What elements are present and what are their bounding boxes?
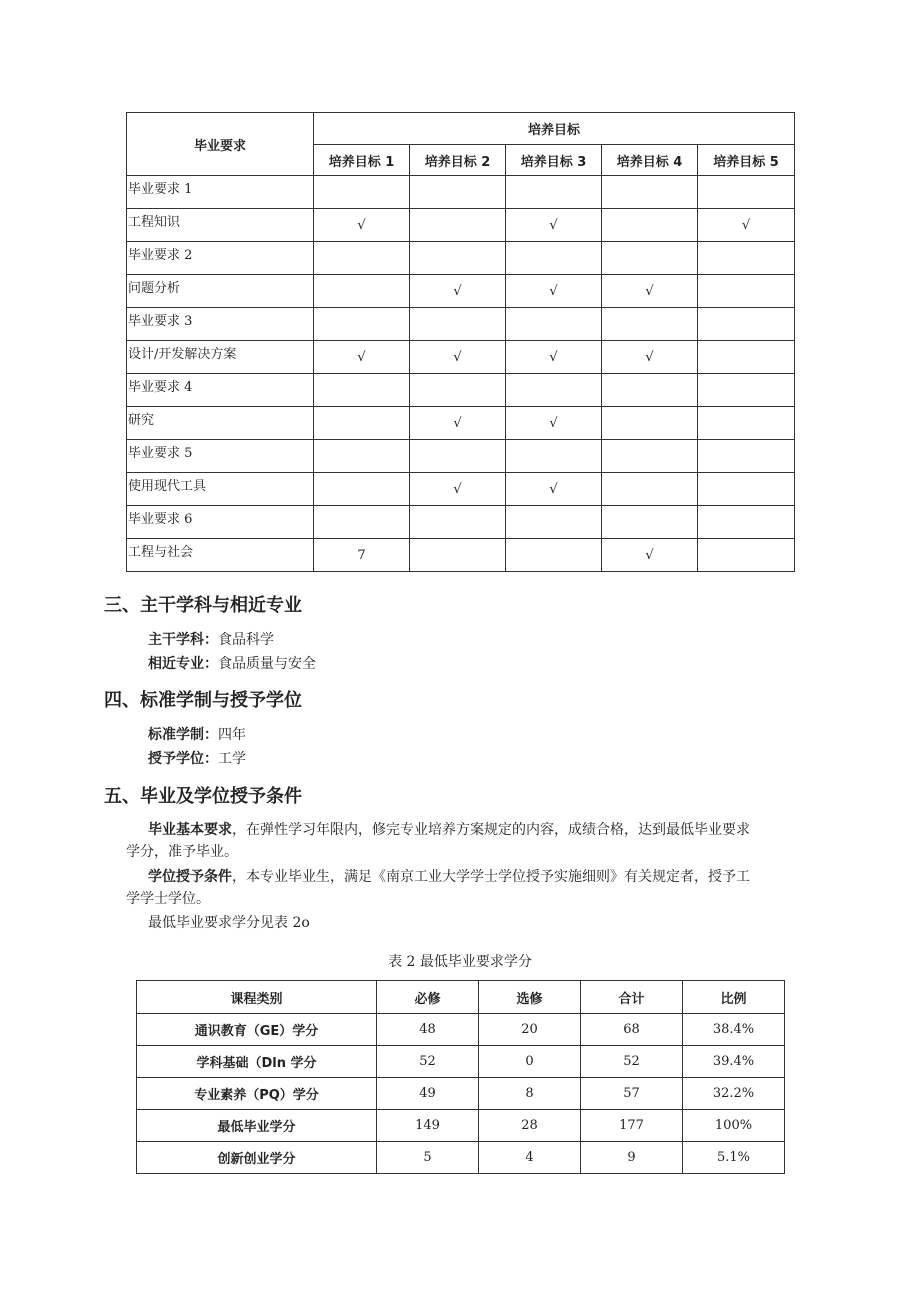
degree-condition-text-cont: 学学士学位。 (126, 891, 210, 907)
table-cell (698, 242, 795, 275)
goal-header: 培养目标 5 (698, 145, 795, 176)
graduation-requirement-paragraph (126, 819, 796, 863)
row-label: 工程与社会 (127, 539, 314, 572)
category-cell: 创新创业学分 (137, 1142, 377, 1174)
row-label: 设计/开发解决方案 (127, 341, 314, 374)
table-cell: 57 (581, 1078, 683, 1110)
table-cell (410, 209, 506, 242)
degree-label: 授予学位： (148, 751, 218, 767)
category-cell: 专业素养（PQ）学分 (137, 1078, 377, 1110)
table-row (127, 209, 795, 242)
credits-reference-text: 最低毕业要求学分见表 2o (148, 915, 310, 931)
table-cell (410, 242, 506, 275)
related-major-value: 食品质量与安全 (218, 656, 316, 672)
table-cell: √ (410, 407, 506, 440)
table-cell (602, 473, 698, 506)
table-cell: √ (314, 341, 410, 374)
table-cell: 100% (683, 1110, 785, 1142)
goal-header: 培养目标 4 (602, 145, 698, 176)
table-cell: √ (506, 407, 602, 440)
table-cell: √ (506, 275, 602, 308)
table-cell (698, 176, 795, 209)
table-cell (506, 539, 602, 572)
table-cell (506, 374, 602, 407)
table-cell (506, 176, 602, 209)
table-cell (314, 242, 410, 275)
table-cell: √ (314, 209, 410, 242)
table-cell (314, 374, 410, 407)
column-header: 比例 (683, 981, 785, 1014)
graduation-requirement-term: 毕业基本要求 (148, 822, 232, 838)
table-cell (410, 539, 506, 572)
table-cell: √ (506, 341, 602, 374)
table-cell (602, 242, 698, 275)
degree-line (148, 748, 246, 768)
degree-condition-text: ，本专业毕业生，满足《南京工业大学学士学位授予实施细则》有关规定者，授予工 (232, 869, 750, 885)
section3-title: 三、主干学科与相近专业 (104, 595, 302, 616)
category-cell: 通识教育（GE）学分 (137, 1014, 377, 1046)
table-cell: 49 (377, 1078, 479, 1110)
table-cell (410, 308, 506, 341)
table-cell: 0 (479, 1046, 581, 1078)
row-label: 毕业要求 3 (127, 308, 314, 341)
corner-header: 毕业要求 (127, 113, 314, 176)
table-cell: 28 (479, 1110, 581, 1142)
table-cell (698, 407, 795, 440)
goal-header: 培养目标 1 (314, 145, 410, 176)
table-cell: 48 (377, 1014, 479, 1046)
table-cell (314, 176, 410, 209)
row-label: 问题分析 (127, 275, 314, 308)
main-discipline-line (148, 629, 274, 649)
table-cell (410, 374, 506, 407)
table-cell: 32.2% (683, 1078, 785, 1110)
row-label: 工程知识 (127, 209, 314, 242)
table-row (127, 506, 795, 539)
graduation-requirement-text: ，在弹性学习年限内，修完专业培养方案规定的内容，成绩合格，达到最低毕业要求 (232, 822, 750, 838)
table-cell: √ (698, 209, 795, 242)
row-label: 毕业要求 2 (127, 242, 314, 275)
table-cell: √ (410, 275, 506, 308)
table-cell: √ (506, 209, 602, 242)
table-cell: 52 (377, 1046, 479, 1078)
table-cell (506, 506, 602, 539)
table-row (137, 1110, 785, 1142)
table-cell: 5.1% (683, 1142, 785, 1174)
table-row (127, 473, 795, 506)
goals-requirements-table (126, 112, 795, 572)
table-cell (314, 440, 410, 473)
table-cell: √ (602, 275, 698, 308)
table-row (137, 1142, 785, 1174)
table-row (127, 374, 795, 407)
table-cell (602, 308, 698, 341)
table-cell (410, 506, 506, 539)
table-cell: 52 (581, 1046, 683, 1078)
duration-value: 四年 (218, 727, 246, 743)
table-cell: √ (410, 341, 506, 374)
table-cell: 7 (314, 539, 410, 572)
table-cell (314, 506, 410, 539)
table-cell (698, 374, 795, 407)
category-cell: 最低毕业学分 (137, 1110, 377, 1142)
table-cell (602, 176, 698, 209)
table-cell (314, 473, 410, 506)
table-row (127, 176, 795, 209)
row-label: 毕业要求 4 (127, 374, 314, 407)
duration-label: 标准学制： (148, 727, 218, 743)
table-cell (314, 275, 410, 308)
table-cell (602, 506, 698, 539)
table-cell (602, 209, 698, 242)
table-cell (410, 176, 506, 209)
table-cell: √ (602, 341, 698, 374)
related-major-line (148, 653, 316, 673)
table-row (127, 539, 795, 572)
table-cell: 9 (581, 1142, 683, 1174)
table-row (137, 1078, 785, 1110)
table-cell: 39.4% (683, 1046, 785, 1078)
section4-title: 四、标准学制与授予学位 (104, 690, 302, 711)
min-credits-table (136, 980, 785, 1174)
row-label: 毕业要求 5 (127, 440, 314, 473)
table-cell: 177 (581, 1110, 683, 1142)
row-label: 研究 (127, 407, 314, 440)
table-row (137, 1014, 785, 1046)
table-cell: √ (506, 473, 602, 506)
table-cell: √ (602, 539, 698, 572)
table-cell (602, 440, 698, 473)
table-cell (698, 440, 795, 473)
table-cell (602, 407, 698, 440)
row-label: 毕业要求 6 (127, 506, 314, 539)
table2-caption: 表 2 最低毕业要求学分 (388, 954, 532, 970)
degree-condition-paragraph (126, 866, 796, 910)
table-cell: 68 (581, 1014, 683, 1046)
section5-title: 五、毕业及学位授予条件 (104, 786, 302, 807)
graduation-requirement-text-cont: 学分，准予毕业。 (126, 844, 238, 860)
table-cell (698, 506, 795, 539)
table-row (127, 341, 795, 374)
table-cell: 149 (377, 1110, 479, 1142)
table-cell (314, 407, 410, 440)
degree-value: 工学 (218, 751, 246, 767)
table-row (127, 275, 795, 308)
row-label: 毕业要求 1 (127, 176, 314, 209)
column-header: 必修 (377, 981, 479, 1014)
table-cell: 4 (479, 1142, 581, 1174)
table-cell (314, 308, 410, 341)
table-row (127, 440, 795, 473)
degree-condition-term: 学位授予条件 (148, 869, 232, 885)
table-row (127, 242, 795, 275)
table-cell (506, 242, 602, 275)
table-row (127, 308, 795, 341)
goal-header: 培养目标 2 (410, 145, 506, 176)
category-cell: 学科基础（Dln 学分 (137, 1046, 377, 1078)
row-label: 使用现代工具 (127, 473, 314, 506)
main-discipline-value: 食品科学 (218, 632, 274, 648)
table-cell (698, 341, 795, 374)
table-cell: 8 (479, 1078, 581, 1110)
main-discipline-label: 主干学科： (148, 632, 218, 648)
duration-line (148, 724, 246, 744)
table-cell: 38.4% (683, 1014, 785, 1046)
table-row (137, 1046, 785, 1078)
table-cell (602, 374, 698, 407)
column-header: 课程类别 (137, 981, 377, 1014)
table-cell (506, 440, 602, 473)
table-cell (506, 308, 602, 341)
table-cell (698, 473, 795, 506)
table-row (127, 407, 795, 440)
table-cell: √ (410, 473, 506, 506)
table-cell (698, 275, 795, 308)
table-cell (410, 440, 506, 473)
credits-reference-paragraph (126, 912, 796, 934)
column-header: 选修 (479, 981, 581, 1014)
table-cell (698, 539, 795, 572)
group-header: 培养目标 (314, 113, 795, 145)
goal-header: 培养目标 3 (506, 145, 602, 176)
table-cell: 5 (377, 1142, 479, 1174)
table-cell (698, 308, 795, 341)
table-cell: 20 (479, 1014, 581, 1046)
column-header: 合计 (581, 981, 683, 1014)
related-major-label: 相近专业： (148, 656, 218, 672)
